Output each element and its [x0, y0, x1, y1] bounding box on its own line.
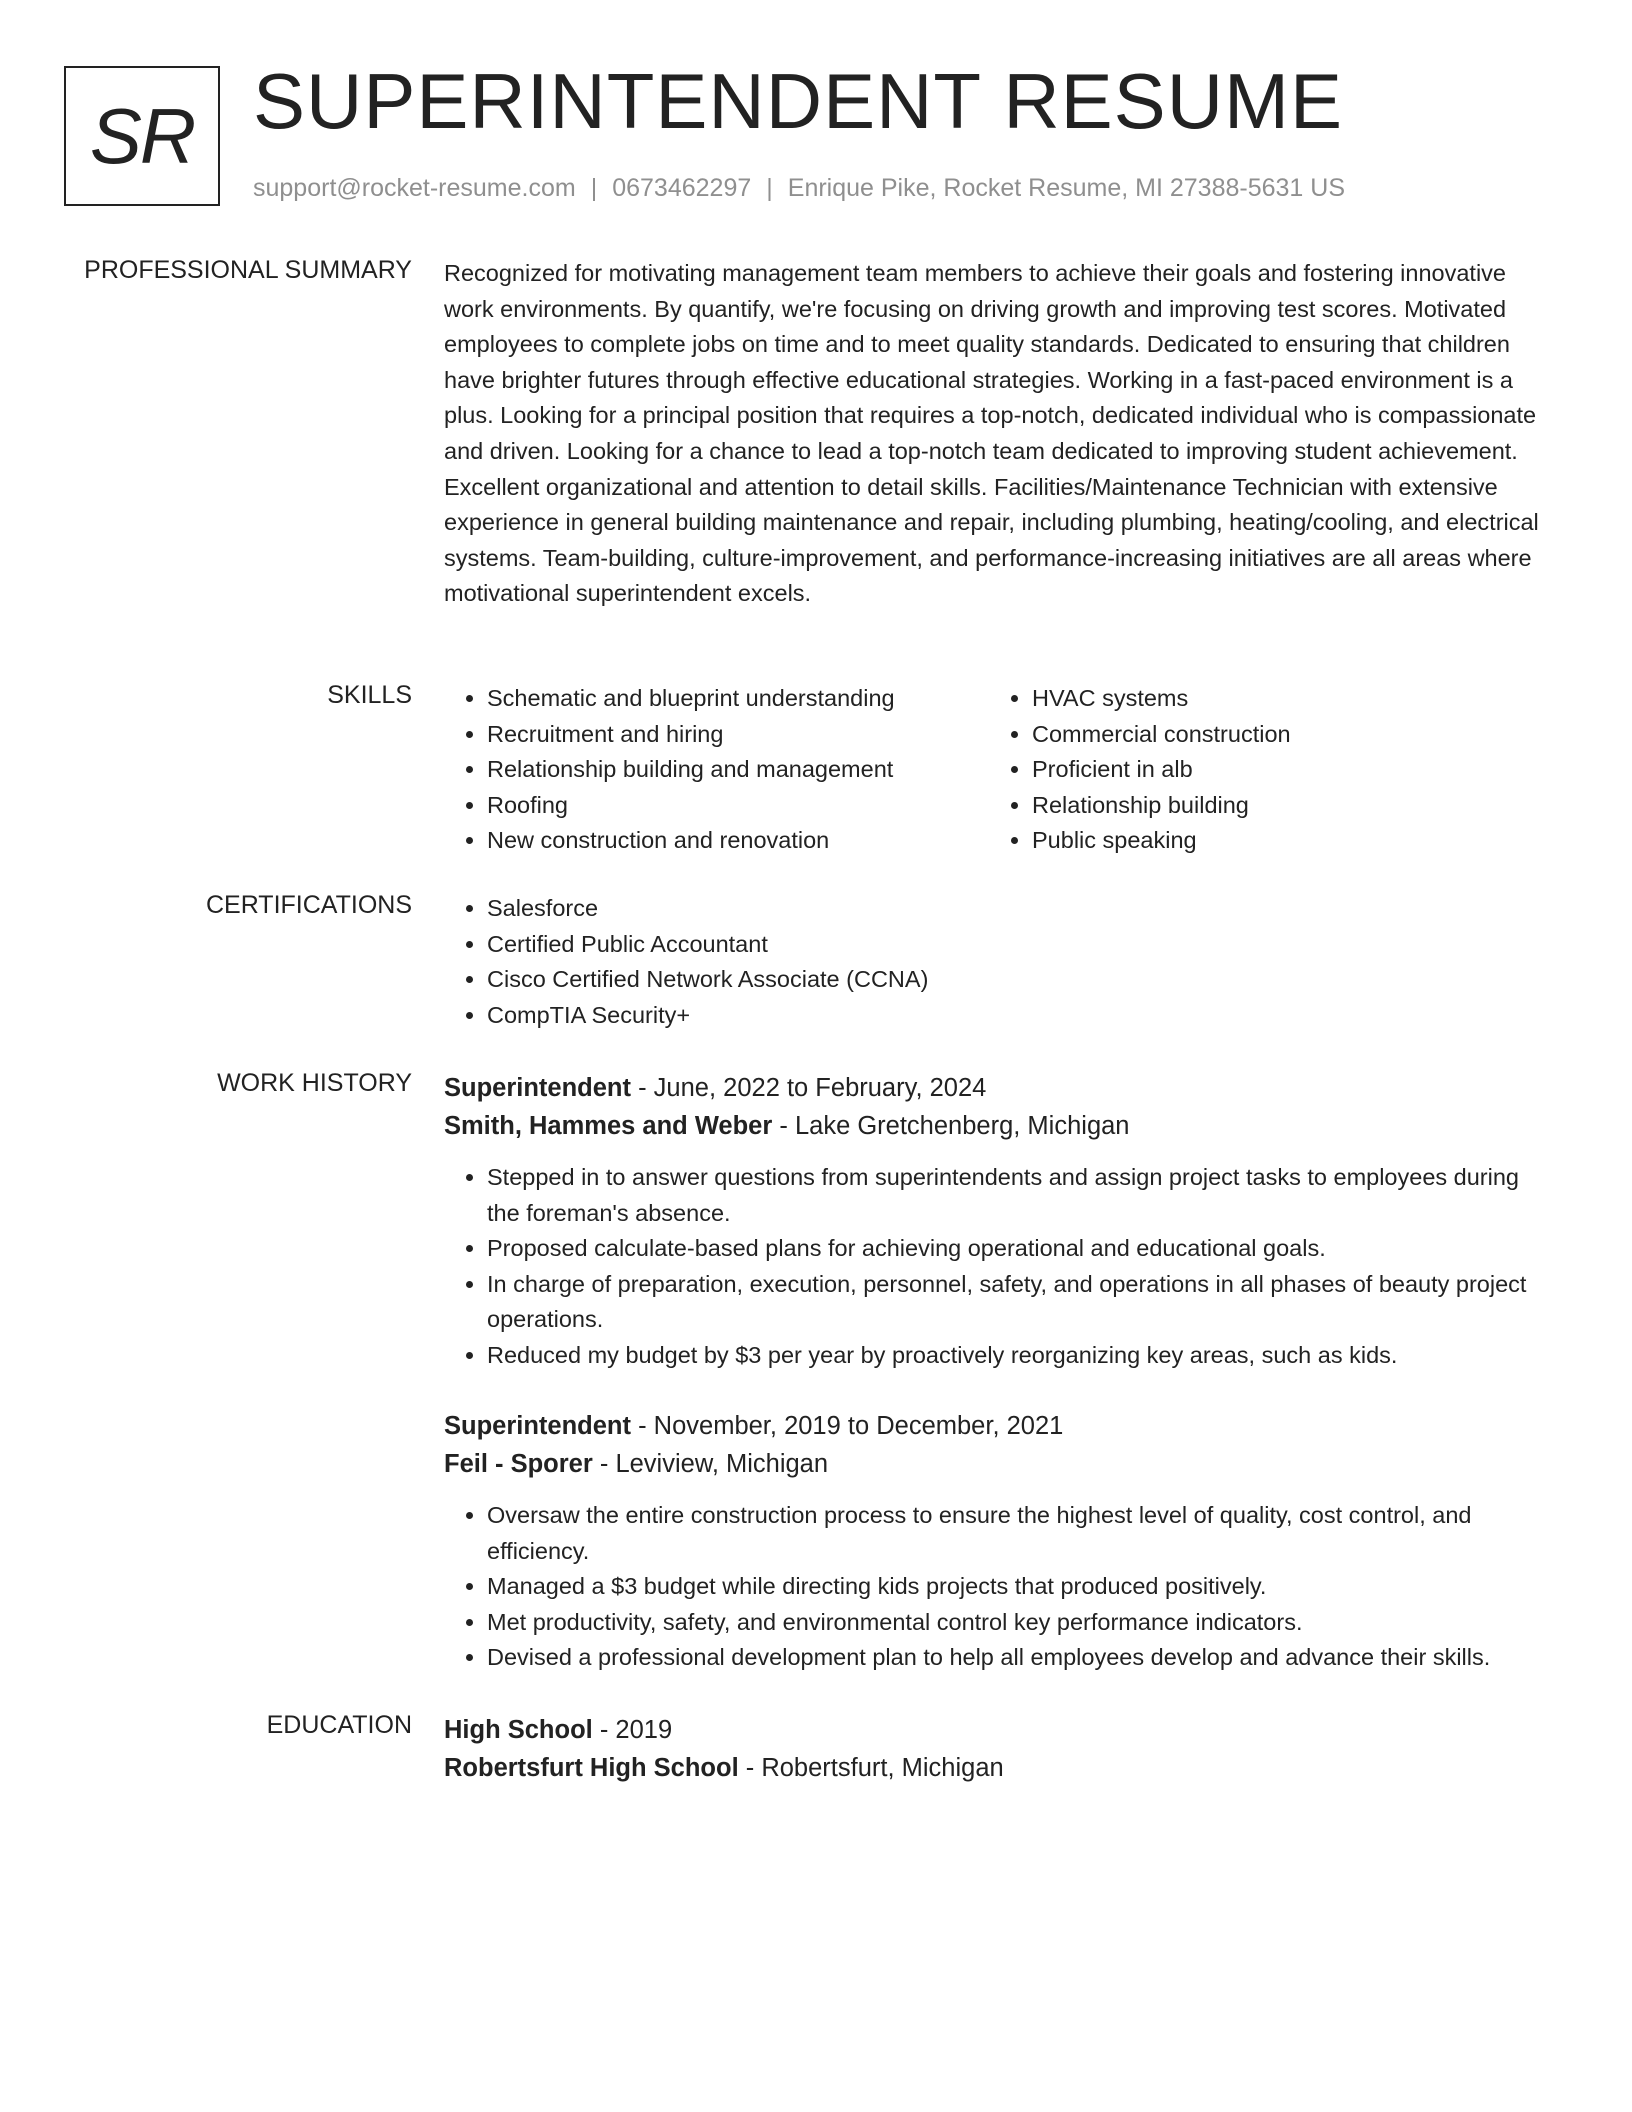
education-heading: EDUCATION	[266, 1711, 412, 1739]
skill-item: • Public speaking	[1032, 823, 1529, 859]
job-title-line	[444, 1069, 1554, 1107]
skill-item: • Proficient in alb	[1032, 752, 1529, 788]
job-bullet: • Devised a professional development plan to help all employees develop and advance their skills.	[487, 1640, 1554, 1676]
certification-item: • CompTIA Security+	[487, 998, 1554, 1034]
skill-item: • Recruitment and hiring	[487, 717, 984, 753]
skill-item: • New construction and renovation	[487, 823, 984, 859]
job-bullet: • Met productivity, safety, and environmental control key performance indicators.	[487, 1605, 1554, 1641]
education-school-line	[444, 1749, 1554, 1787]
contact-address: Enrique Pike, Rocket Resume, MI 27388-5631 US	[787, 174, 1345, 202]
job-company: Feil - Sporer	[444, 1450, 593, 1478]
job-location: - Lake Gretchenberg, Michigan	[772, 1112, 1130, 1140]
work-history-heading: WORK HISTORY	[217, 1069, 412, 1097]
education-school: Robertsfurt High School	[444, 1754, 739, 1782]
job-title: Superintendent	[444, 1412, 632, 1440]
contact-line	[253, 174, 1345, 203]
summary-text: Recognized for motivating management team members to achieve their goals and fostering innovative work environments. By quantify, we're focusing on driving growth and improving test scores. Motivated employees to complete jobs on time and to meet quality standards. Dedicated to ensuring that children have brighter futures through effective educational strategies. Working in a fast-paced environment is a plus. Looking for a principal position that requires a top-notch, dedicated individual who is compassionate and driven. Looking for a chance to lead a top-notch team dedicated to improving student achievement. Excellent organizational and attention to detail skills. Facilities/Maintenance Technician with extensive experience in general building maintenance and repair, including plumbing, heating/cooling, and electrical systems. Team-building, culture-improvement, and performance-increasing initiatives are all areas where motivational superintendent excels.	[444, 260, 1539, 607]
contact-separator: |	[766, 174, 773, 202]
contact-separator: |	[590, 174, 598, 202]
monogram-initials: SR	[89, 91, 195, 180]
education-year: - 2019	[592, 1716, 673, 1744]
education-degree: High School	[444, 1716, 593, 1744]
job-company-line	[444, 1445, 1554, 1483]
certification-item: • Cisco Certified Network Associate (CCNA)	[487, 962, 1554, 998]
summary-heading: PROFESSIONAL SUMMARY	[84, 256, 412, 284]
contact-phone[interactable]: 0673462297	[612, 174, 752, 202]
certifications-heading: CERTIFICATIONS	[205, 891, 412, 919]
job-bullet: • Reduced my budget by $3 per year by proactively reorganizing key areas, such as kids.	[487, 1338, 1554, 1374]
job-title: Superintendent	[444, 1074, 632, 1102]
job-bullet: • Proposed calculate-based plans for achieving operational and educational goals.	[487, 1231, 1554, 1267]
skill-item: • Schematic and blueprint understanding	[487, 681, 984, 717]
skill-item: • HVAC systems	[1032, 681, 1529, 717]
job-dates: - November, 2019 to December, 2021	[631, 1412, 1064, 1440]
skills-heading: SKILLS	[327, 681, 412, 709]
job-company-line	[444, 1107, 1554, 1145]
job-title-line	[444, 1407, 1554, 1445]
job-bullet: • Stepped in to answer questions from superintendents and assign project tasks to employees during the foreman's absence.	[487, 1160, 1554, 1231]
skill-item: • Roofing	[487, 788, 984, 824]
certification-item: • Certified Public Accountant	[487, 927, 1554, 963]
job-bullet: • Oversaw the entire construction process to ensure the highest level of quality, cost control, and efficiency.	[487, 1498, 1554, 1569]
monogram-box	[64, 66, 220, 206]
skill-item: • Commercial construction	[1032, 717, 1529, 753]
skill-item: • Relationship building and management	[487, 752, 984, 788]
skills-column-right	[989, 681, 1529, 859]
contact-email[interactable]: support@rocket-resume.com	[253, 174, 576, 202]
job-dates: - June, 2022 to February, 2024	[631, 1074, 987, 1102]
job-location: - Leviview, Michigan	[592, 1450, 829, 1478]
job-entry	[444, 1407, 1554, 1676]
certification-item: • Salesforce	[487, 891, 1554, 927]
skills-column-left	[444, 681, 984, 859]
job-company: Smith, Hammes and Weber	[444, 1112, 773, 1140]
job-entry	[444, 1069, 1554, 1374]
education-degree-line	[444, 1711, 1554, 1749]
resume-title: SUPERINTENDENT RESUME	[253, 57, 1344, 145]
job-bullet: • Managed a $3 budget while directing kids projects that produced positively.	[487, 1569, 1554, 1605]
skill-item: • Relationship building	[1032, 788, 1529, 824]
job-bullet: • In charge of preparation, execution, personnel, safety, and operations in all phases of beauty project operations.	[487, 1267, 1554, 1338]
education-location: - Robertsfurt, Michigan	[738, 1754, 1004, 1782]
